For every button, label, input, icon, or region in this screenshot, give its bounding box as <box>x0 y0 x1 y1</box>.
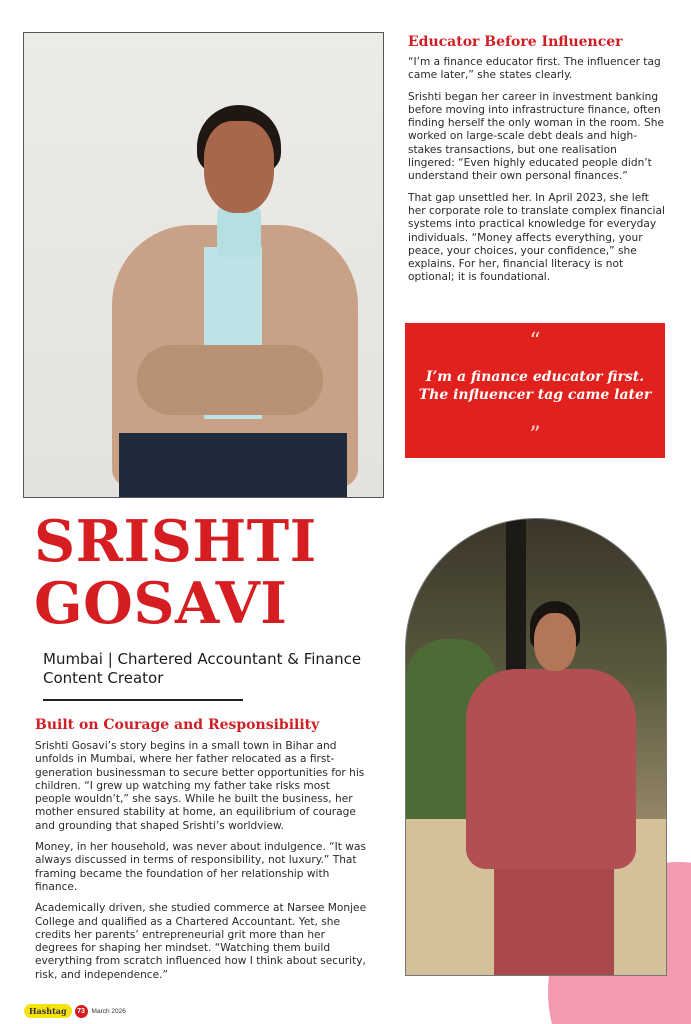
issue-date: March 2026 <box>91 1007 126 1015</box>
page-number: 73 <box>75 1005 88 1018</box>
right-column-text <box>408 56 666 293</box>
section-heading-courage: Built on Courage and Responsibility <box>35 717 320 733</box>
pillar-shape <box>506 519 526 689</box>
paragraph: Srishti began her career in investment banking before moving into infrastructure finance, often finding herself the only woman in the room. She worked on large-scale debt deals and high-stakes transactions, but one realisation lingered: “Even highly educated people didn’t understand their own personal finances.” <box>408 90 664 183</box>
pull-quote-text: I’m a finance educator first. The influencer tag came later <box>418 369 652 403</box>
last-name: GOSAVI <box>34 570 288 637</box>
paragraph: Academically driven, she studied commerce at Narsee Monjee College and qualified as a Chartered Accountant. Yet, she credits her parents’ entrepreneurial grit more than her degrees for shaping her mindset. “Watching them build everything from scratch influenced how I think about security, risk, and independence.” <box>35 902 367 981</box>
section-heading-educator: Educator Before Influencer <box>408 34 623 50</box>
paragraph: Money, in her household, was never about indulgence. “It was always discussed in terms of responsibility, not luxury.” That framing became the foundation of her relationship with finance. <box>35 841 366 893</box>
left-column-text <box>35 740 367 990</box>
page-footer <box>24 1004 126 1018</box>
divider-line <box>43 699 243 701</box>
pull-quote-box <box>405 323 665 458</box>
open-quote-icon: “ <box>529 329 541 354</box>
paragraph: Srishti Gosavi’s story begins in a small town in Bihar and unfolds in Mumbai, where her father relocated as a first-generation businessman to secure better opportunities for his children. “I grew up watching my father take risks most people wouldn’t,” she says. While he built the business, her mother ensured stability at home, an equilibrium of courage and grounding that shaped Srishti’s worldview. <box>35 740 365 832</box>
paragraph: That gap unsettled her. In April 2023, she left her corporate role to translate complex financial systems into practical knowledge for everyday individuals. “Money affects everything, your peace, your choices, your confidence,” she explains. For her, financial literacy is not optional; it is foundational. <box>408 191 665 284</box>
close-quote-icon: ” <box>529 423 541 448</box>
first-name: SRISHTI <box>34 508 317 575</box>
profile-name <box>34 508 317 637</box>
folded-arms-shape <box>137 345 323 415</box>
paragraph: “I’m a finance educator first. The influencer tag came later,” she states clearly. <box>408 56 661 82</box>
face-shape <box>204 121 274 213</box>
pink-suit-shape <box>466 669 636 869</box>
profile-subtitle: Mumbai | Chartered Accountant & Finance Content Creator <box>43 650 362 687</box>
skirt-shape <box>119 433 347 498</box>
portrait-photo-arch <box>405 518 667 976</box>
portrait-photo-top <box>23 32 384 498</box>
magazine-brand: Hashtag <box>24 1004 72 1018</box>
face-shape <box>534 613 576 671</box>
